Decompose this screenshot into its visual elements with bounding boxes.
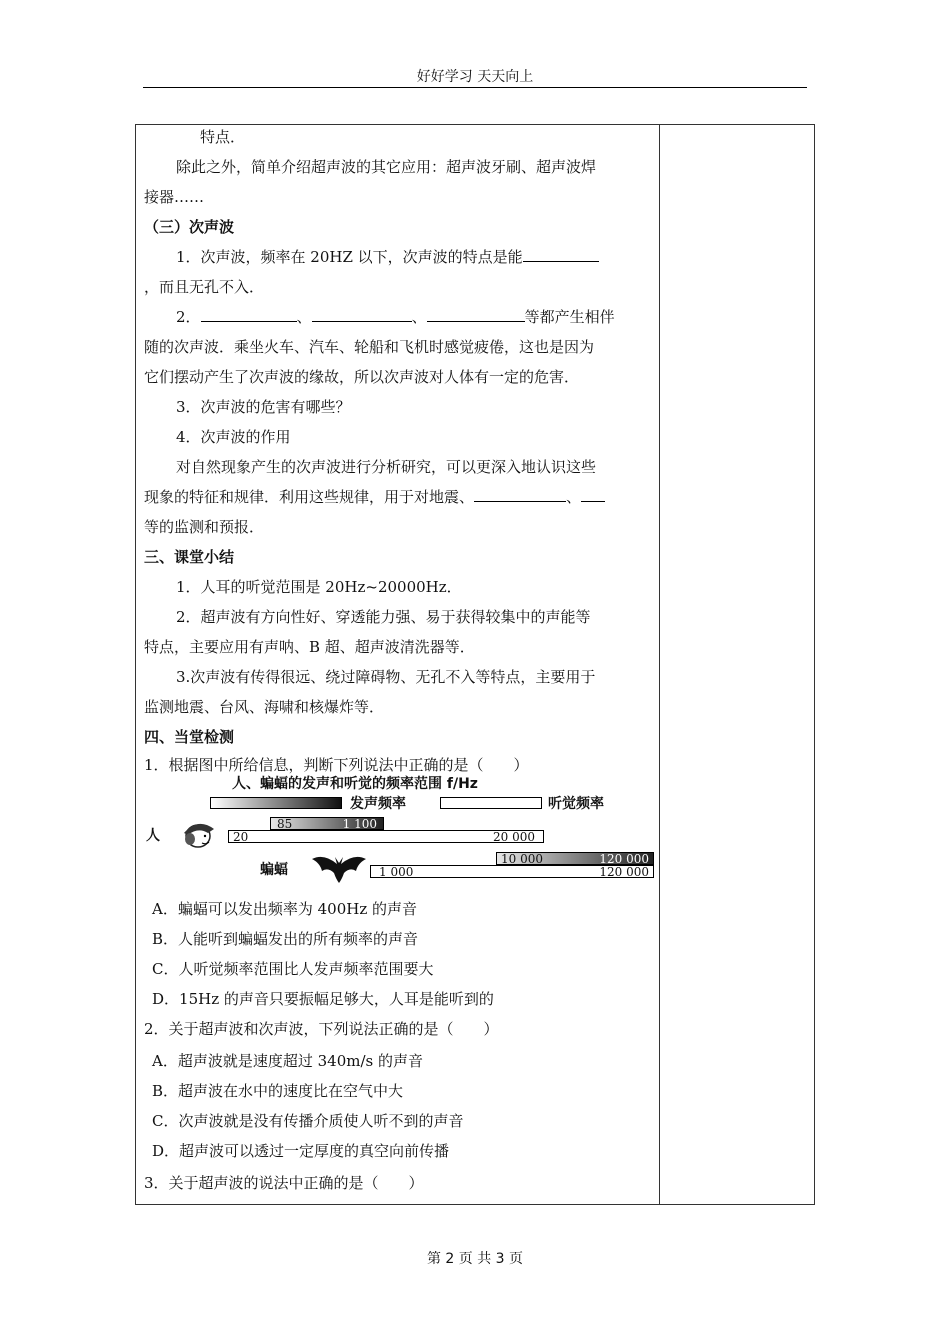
page-footer: 第 2 页 共 3 页 — [426, 1251, 524, 1267]
option-line: C．人听觉频率范围比人发声频率范围要大 — [152, 960, 434, 978]
legend-emit-swatch — [210, 797, 342, 809]
page-header: 好好学习 天天向上 — [416, 69, 534, 85]
text-line: 特点． — [200, 128, 246, 146]
person-emit-bar — [270, 817, 384, 830]
option-line: D．超声波可以透过一定厚度的真空向前传播 — [152, 1142, 450, 1160]
tick-label: 1 100 — [342, 817, 377, 831]
bat-hear-bar — [370, 865, 654, 878]
text-line: 2．超声波有方向性好、穿透能力强、易于获得较集中的声能等 — [176, 608, 591, 626]
header-rule — [143, 87, 807, 88]
text-fragment: 、 — [411, 308, 427, 326]
section-heading: （三）次声波 — [144, 218, 235, 236]
text-line — [176, 307, 615, 327]
text-line: 接器…… — [144, 188, 205, 206]
tick-label: 10 000 — [501, 852, 543, 866]
section-heading: 四、当堂检测 — [144, 728, 235, 746]
fill-blank[interactable] — [581, 487, 605, 502]
text-line: 特点，主要应用有声呐、B 超、超声波清洗器等． — [144, 638, 475, 656]
fill-blank[interactable] — [201, 307, 297, 322]
option-line: A．超声波就是速度超过 340m/s 的声音 — [152, 1052, 423, 1070]
lesson-table — [135, 124, 815, 1205]
text-line — [144, 487, 605, 507]
tick-label: 20 — [233, 830, 249, 844]
tick-label: 120 000 — [599, 852, 649, 866]
column-divider — [659, 125, 660, 1204]
fill-blank[interactable] — [474, 487, 566, 502]
text-line: 3.次声波有传得很远、绕过障碍物、无孔不入等特点，主要用于 — [176, 668, 596, 686]
legend-hear-swatch — [440, 797, 542, 809]
text-line: 它们摆动产生了次声波的缘故，所以次声波对人体有一定的危害． — [144, 368, 580, 386]
text-fragment: 2． — [176, 308, 201, 326]
text-line: 随的次声波．乘坐火车、汽车、轮船和飞机时感觉疲倦，这也是因为 — [144, 338, 595, 356]
text-fragment: 1．次声波，频率在 20HZ 以下，次声波的特点是能 — [176, 248, 523, 266]
person-hear-bar — [228, 830, 544, 843]
bat-label: 蝙蝠 — [260, 862, 288, 878]
tick-label: 85 — [277, 817, 293, 831]
tick-label: 20 000 — [493, 830, 535, 844]
text-line: 对自然现象产生的次声波进行分析研究，可以更深入地认识这些 — [176, 458, 597, 476]
text-line: 1．人耳的听觉范围是 20Hz~20000Hz． — [176, 578, 462, 596]
figure-title: 人、蝙蝠的发声和听觉的频率范围 f/Hz — [232, 776, 478, 792]
text-fragment: 现象的特征和规律．利用这些规律，用于对地震、 — [144, 488, 475, 506]
fill-blank[interactable] — [312, 307, 412, 322]
tick-label: 120 000 — [599, 865, 649, 879]
person-head-icon — [178, 819, 218, 851]
question: 2．关于超声波和次声波，下列说法正确的是（ ） — [144, 1020, 499, 1038]
option-line: C．次声波就是没有传播介质使人听不到的声音 — [152, 1112, 464, 1130]
text-line: 3．次声波的危害有哪些？ — [176, 398, 351, 416]
text-fragment: 、 — [566, 488, 582, 506]
text-fragment: 、 — [296, 308, 312, 326]
person-label: 人 — [146, 828, 160, 844]
section-heading: 三、课堂小结 — [144, 548, 235, 566]
frequency-range-figure — [144, 773, 652, 909]
option-line: D．15Hz 的声音只要振幅足够大，人耳是能听到的 — [152, 990, 494, 1008]
fill-blank[interactable] — [523, 247, 599, 262]
option-line: B．人能听到蝙蝠发出的所有频率的声音 — [152, 930, 419, 948]
text-line: ，而且无孔不入． — [144, 278, 265, 296]
bat-emit-bar — [496, 852, 654, 865]
question: 3．关于超声波的说法中正确的是（ ） — [144, 1174, 424, 1192]
fill-blank[interactable] — [427, 307, 525, 322]
question: 1．根据图中所给信息，判断下列说法中正确的是（ ） — [144, 756, 529, 774]
legend-emit-label: 发声频率 — [350, 796, 406, 812]
bat-icon — [310, 851, 368, 885]
text-fragment: 等都产生相伴 — [524, 308, 615, 326]
text-line: 4．次声波的作用 — [176, 428, 291, 446]
option-line: B．超声波在水中的速度比在空气中大 — [152, 1082, 404, 1100]
text-line: 等的监测和预报． — [144, 518, 265, 536]
option-line: A．蝙蝠可以发出频率为 400Hz 的声音 — [152, 900, 417, 918]
text-line — [176, 247, 599, 267]
text-line: 监测地震、台风、海啸和核爆炸等． — [144, 698, 385, 716]
text-line: 除此之外，简单介绍超声波的其它应用：超声波牙刷、超声波焊 — [176, 158, 597, 176]
legend-hear-label: 听觉频率 — [548, 796, 604, 812]
tick-label: 1 000 — [379, 865, 414, 879]
